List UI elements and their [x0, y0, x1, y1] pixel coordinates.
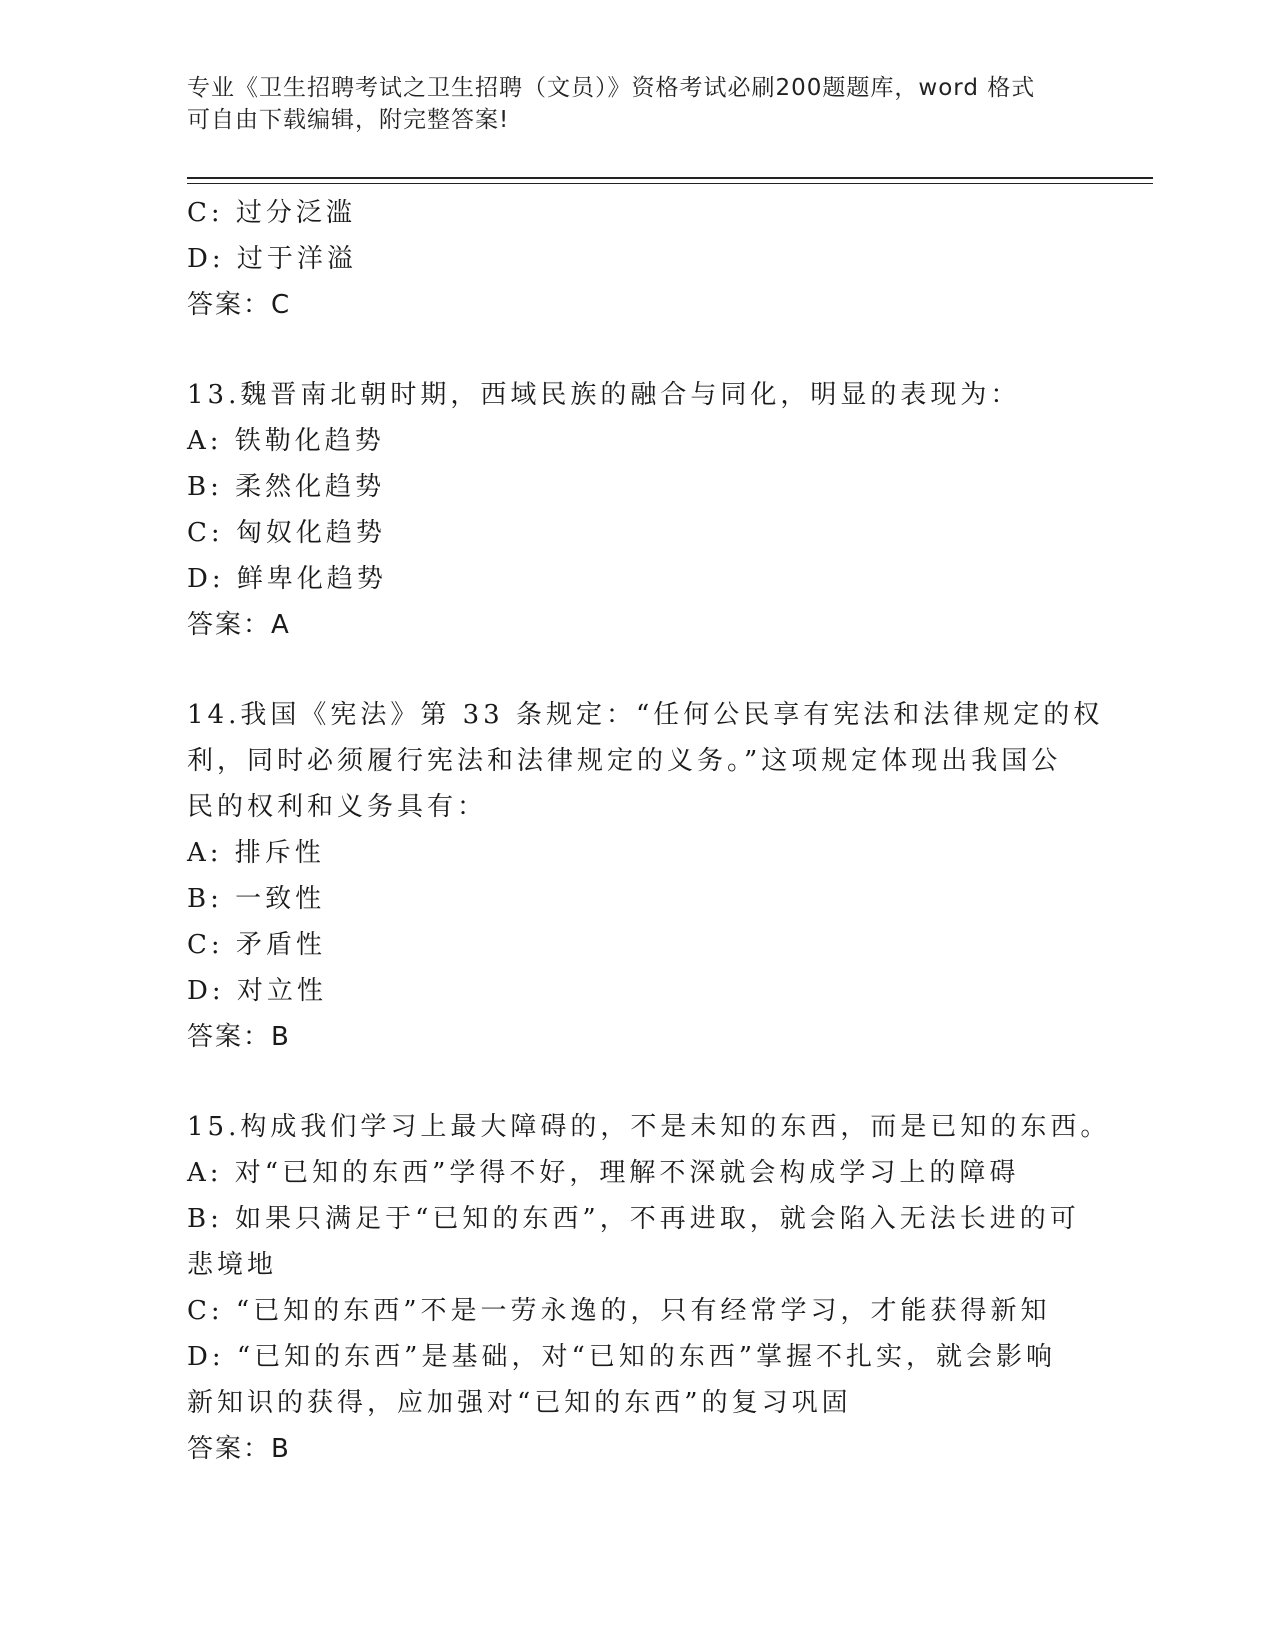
option-b: B: 一致性: [187, 884, 326, 914]
option-b-line-2: 悲境地: [187, 1250, 278, 1280]
answer: 答案：C: [187, 290, 292, 320]
option-a: A: 铁勒化趋势: [187, 426, 385, 456]
header-rule-thin: [187, 183, 1153, 184]
question-stem: 15.构成我们学习上最大障碍的，不是未知的东西，而是已知的东西。: [187, 1112, 1111, 1142]
header-line-2: 可自由下载编辑，附完整答案!: [187, 107, 510, 133]
option-d: D: 鲜卑化趋势: [187, 564, 387, 594]
option-d: D: 对立性: [187, 976, 327, 1006]
question-12-tail: [187, 190, 1077, 328]
option-d-line-2: 新知识的获得，应加强对“已知的东西”的复习巩固: [187, 1388, 852, 1418]
question-stem: 13.魏晋南北朝时期，西域民族的融合与同化，明显的表现为：: [187, 380, 1021, 410]
answer: 答案：A: [187, 610, 291, 640]
question-15: [187, 1104, 1111, 1472]
header-line-1: 专业《卫生招聘考试之卫生招聘（文员）》资格考试必刷200题题库，word 格式: [187, 75, 1036, 101]
question-stem-line-2: 利，同时必须履行宪法和法律规定的义务。”这项规定体现出我国公: [187, 746, 1062, 776]
option-a: A: 对“已知的东西”学得不好，理解不深就会构成学习上的障碍: [187, 1158, 1020, 1188]
option-d-line-1: D: “已知的东西”是基础，对“已知的东西”掌握不扎实，就会影响: [187, 1342, 1057, 1372]
option-b: B: 柔然化趋势: [187, 472, 386, 502]
option-c: C: “已知的东西”不是一劳永逸的，只有经常学习，才能获得新知: [187, 1296, 1051, 1326]
question-stem-line-1: 14.我国《宪法》第 33 条规定：“任何公民享有宪法和法律规定的权: [187, 700, 1104, 730]
option-c: C: 过分泛滥: [187, 198, 356, 228]
option-c: C: 矛盾性: [187, 930, 326, 960]
answer: 答案：B: [187, 1022, 291, 1052]
option-c: C: 匈奴化趋势: [187, 518, 386, 548]
answer: 答案：B: [187, 1434, 291, 1464]
option-a: A: 排斥性: [187, 838, 325, 868]
question-stem-line-3: 民的权利和义务具有：: [187, 792, 488, 822]
question-content: [187, 190, 1111, 1472]
question-14: [187, 692, 1104, 1060]
question-13: [187, 372, 1077, 648]
option-b-line-1: B: 如果只满足于“已知的东西”，不再进取，就会陷入无法长进的可: [187, 1204, 1080, 1234]
option-d: D: 过于洋溢: [187, 244, 357, 274]
header-rule-thick: [187, 177, 1153, 179]
document-header: [187, 72, 1087, 136]
